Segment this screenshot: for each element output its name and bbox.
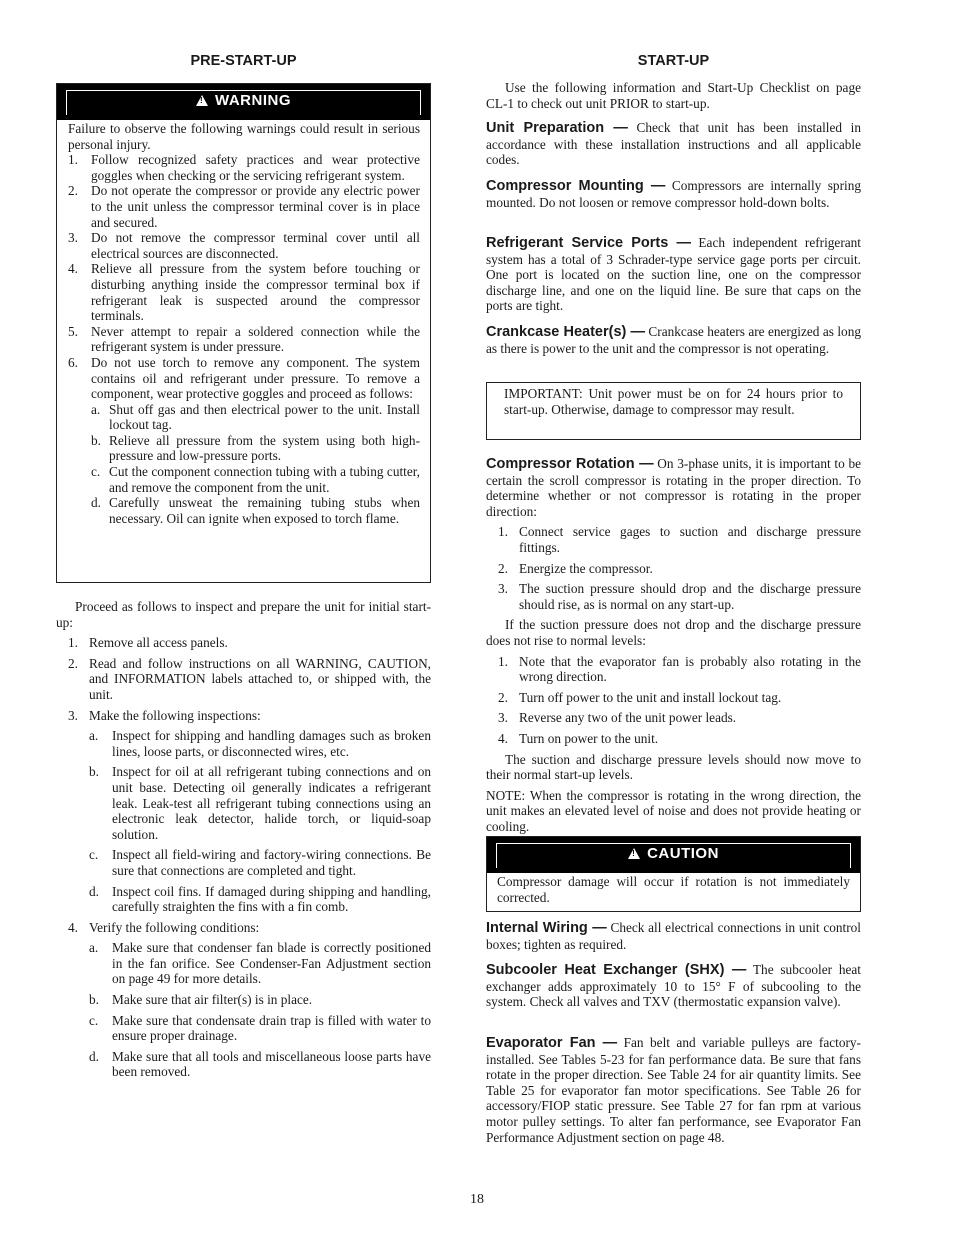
caution-text: Compressor damage will occur if rotation is not immediately corrected.: [497, 874, 850, 905]
step-item: 4. Verify the following conditions:: [68, 919, 260, 935]
refrigerant-service-ports-section: Refrigerant Service Ports — Each independent refrigerant system has a total of 3 Schrader-type service gage ports per circuit. One port is located on the suction line, one on the compressor discharge line, and one on the liquid line. Be sure that caps on the ports are tight.: [486, 235, 861, 314]
warning-banner: [57, 84, 430, 120]
rotation-step: 3. The suction pressure should drop and the discharge pressure should rise, as is normal on any start-up.: [498, 581, 861, 612]
warning-intro: Failure to observe the following warnings could result in serious personal injury.: [68, 121, 420, 152]
internal-wiring-heading: Internal Wiring —: [486, 920, 607, 936]
rotation-note: NOTE: When the compressor is rotating in the wrong direction, the unit makes an elevated level of noise and does not provide heating or cooling.: [486, 787, 861, 834]
condition-item: d. Make sure that all tools and miscellaneous loose parts have been removed.: [89, 1048, 431, 1080]
inspection-item: c. Inspect all field-wiring and factory-wiring connections. Be sure that connections are completed and tight.: [89, 847, 431, 878]
evaporator-fan-heading: Evaporator Fan —: [486, 1035, 618, 1051]
warning-item: 5. Never attempt to repair a soldered connection while the refrigerant system is under pressure.: [68, 323, 420, 355]
caution-label: CAUTION: [647, 845, 719, 862]
warning-subitem: c. Cut the component connection tubing with a tubing cutter, and remove the component from the unit.: [91, 464, 420, 495]
pre-start-up-heading: PRE-START-UP: [190, 53, 297, 69]
unit-preparation-heading: Unit Preparation —: [486, 120, 628, 136]
warning-triangle-icon: [196, 95, 208, 106]
step-item: 2. Read and follow instructions on all WARNING, CAUTION, and INFORMATION labels attached to, or shipped with, the unit.: [68, 655, 431, 702]
refrigerant-service-ports-heading: Refrigerant Service Ports —: [486, 235, 691, 251]
condition-item: a. Make sure that condenser fan blade is correctly positioned in the fan orifice. See Condenser-Fan Adjustment section on page 49 for more details.: [89, 940, 431, 987]
warning-text: [68, 121, 420, 526]
internal-wiring-section: Internal Wiring — Check all electrical connections in unit control boxes; tighten as required.: [486, 920, 861, 952]
fix-step: 2. Turn off power to the unit and install lockout tag.: [498, 689, 782, 705]
condition-item: b. Make sure that air filter(s) is in place.: [89, 992, 313, 1008]
pre-start-up-procedure: [56, 599, 431, 1080]
subcooler-section: Subcooler Heat Exchanger (SHX) — The subcooler heat exchanger adds approximately 10 to 15° F of subcooling to the system. Check all valves and TXV (thermostatic expansion valve).: [486, 962, 862, 1010]
inspection-item: b. Inspect for oil at all refrigerant tubing connections and on unit base. Detecting oil generally indicates a refrigerant leak. Leak-test all refrigerant tubing connections using an electronic leak detector, halide torch, or liquid-soap solution.: [89, 764, 431, 842]
rotation-step: 2. Energize the compressor.: [498, 560, 653, 576]
important-text: IMPORTANT: Unit power must be on for 24 hours prior to start-up. Otherwise, damage to compressor may result.: [504, 386, 843, 417]
proceed-paragraph: Proceed as follows to inspect and prepare the unit for initial start-up:: [56, 599, 431, 630]
crankcase-heater-heading: Crankcase Heater(s) —: [486, 324, 645, 340]
unit-preparation-section: Unit Preparation — Check that unit has been installed in accordance with these installation instructions and all applicable codes.: [486, 120, 861, 168]
warning-item: 4. Relieve all pressure from the system before touching or disturbing anything inside the compressor terminal box if refrigerant leak is suspected around the compressor terminals.: [68, 261, 420, 324]
compressor-rotation-heading: Compressor Rotation —: [486, 456, 654, 472]
warning-subitem: a. Shut off gas and then electrical power to the unit. Install lockout tag.: [91, 401, 420, 433]
if-not-paragraph: If the suction pressure does not drop and the discharge pressure does not rise to normal levels:: [486, 617, 861, 648]
evaporator-fan-section: Evaporator Fan — Fan belt and variable pulleys are factory-installed. See Tables 5-23 for fan performance data. Be sure that fans rotate in the proper direction. See Table 24 for air quantity limits. See Table 25 for evaporator fan motor specifications. See Table 26 for accessory/FIOP static pressure. See Table 27 for fan rpm at various motor pulley settings. To alter fan performance, see Evaporator Fan Performance Adjustment section on page 48.: [486, 1035, 861, 1145]
important-box: [486, 382, 861, 440]
caution-box: [486, 836, 861, 912]
warning-item: 2. Do not operate the compressor or provide any electric power to the unit unless the compressor terminal cover is in place and secured.: [68, 183, 420, 230]
compressor-mounting-heading: Compressor Mounting —: [486, 178, 666, 194]
subcooler-heading: Subcooler Heat Exchanger (SHX) —: [486, 962, 747, 978]
fix-step: 4. Turn on power to the unit.: [498, 730, 659, 746]
warning-label: WARNING: [215, 92, 291, 109]
crankcase-heater-section: Crankcase Heater(s) — Crankcase heaters are energized as long as there is power to the unit and the compressor is not operating.: [486, 324, 861, 356]
caution-banner: [487, 837, 860, 873]
condition-item: c. Make sure that condensate drain trap is filled with water to ensure proper drainage.: [89, 1012, 431, 1044]
step-item: 1. Remove all access panels.: [68, 635, 228, 651]
start-up-heading: START-UP: [637, 53, 710, 69]
start-up-intro: Use the following information and Start-Up Checklist on page CL-1 to check out unit PRIOR to start-up.: [486, 80, 861, 111]
rotation-step: 1. Connect service gages to suction and discharge pressure fittings.: [498, 524, 861, 555]
inspection-item: a. Inspect for shipping and handling damages such as broken lines, loose parts, or disconnected wires, etc.: [89, 728, 431, 759]
warning-item: 1. Follow recognized safety practices and wear protective goggles when checking or the servicing refrigerant system.: [68, 152, 420, 183]
warning-item: 3. Do not remove the compressor terminal cover until all electrical sources are disconnected.: [68, 230, 420, 261]
levels-paragraph: The suction and discharge pressure levels should now move to their normal start-up levels.: [486, 751, 861, 783]
warning-item: 6. Do not use torch to remove any component. The system contains oil and refrigerant under pressure. To remove a component, wear protective goggles and proceed as follows:: [68, 354, 420, 402]
fix-step: 1. Note that the evaporator fan is probably also rotating in the wrong direction.: [498, 653, 861, 685]
compressor-mounting-section: Compressor Mounting — Compressors are internally spring mounted. Do not loosen or remove compressor hold-down bolts.: [486, 178, 861, 210]
caution-triangle-icon: [628, 848, 640, 859]
fix-step: 3. Reverse any two of the unit power leads.: [498, 710, 737, 726]
inspection-item: d. Inspect coil fins. If damaged during shipping and handling, carefully straighten the fins with a fin comb.: [89, 883, 431, 915]
warning-subitem: b. Relieve all pressure from the system using both high-pressure and low-pressure ports.: [91, 432, 420, 464]
warning-box: [56, 83, 431, 583]
step-item: 3. Make the following inspections:: [68, 707, 261, 723]
warning-subitem: d. Carefully unsweat the remaining tubing stubs when necessary. Oil can ignite when exposed to torch flame.: [91, 495, 420, 526]
compressor-rotation-section: Compressor Rotation — On 3-phase units, it is important to be certain the scroll compressor is rotating in the proper direction. To determine whether or not compressor is rotating in the proper direction: 1. Connect service gages to suction and discharge pressure fittings. 2. Energize the compressor. 3. The suction pressure should drop and the discharge pressure should rise, as is normal on any start-up. If the suction pressure does not drop and the discharge pressure does not rise to normal levels: 1. Note that the evaporator fan is probably also rotating in the wrong direction. 2. Turn off power to the unit and install lockout tag. 3. Reverse any two of the unit power leads. 4. Turn on power to the unit. The suction and discharge pressure levels should now move to their normal start-up levels. NOTE: When the compressor is rotating in the wrong direction, the unit makes an elevated level of noise and does not provide heating or cooling.: [486, 456, 862, 834]
page-number: 18: [470, 1192, 484, 1207]
